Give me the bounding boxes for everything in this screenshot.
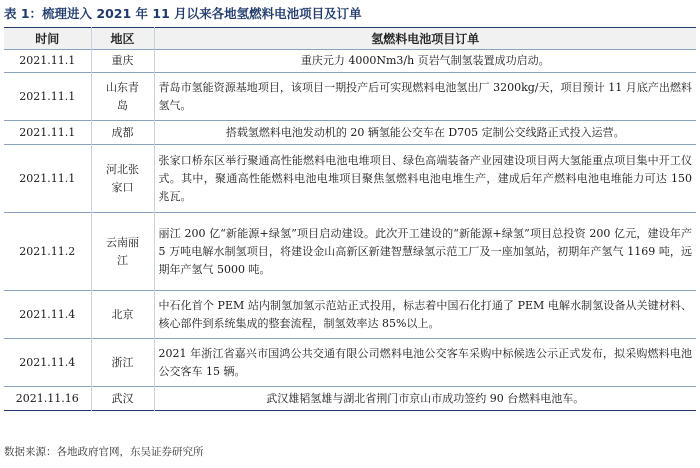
cell-item: 青岛市氢能资源基地项目，该项目一期投产后可实现燃料电池氢出厂 3200kg/天，项目预计 11 月底产出燃料氢气。 [154, 73, 696, 121]
cell-date: 2021.11.1 [19, 125, 76, 139]
table-caption: 表 1：梳理进入 2021 年 11 月以来各地氢燃料电池项目及订单 [4, 6, 362, 21]
projects-table [4, 27, 696, 411]
cell-region: 武汉 [91, 387, 154, 411]
cell-region: 浙江 [91, 339, 154, 387]
table-row [4, 145, 696, 213]
table-row [4, 50, 696, 73]
cell-region: 云南丽江 [91, 213, 154, 291]
cell-date: 2021.11.4 [19, 355, 76, 369]
cell-item: 搭载氢燃料电池发动机的 20 辆氢能公交车在 D705 定制公交线路正式投入运营。 [154, 121, 696, 145]
cell-date: 2021.11.2 [19, 244, 76, 258]
header-date: 时间 [4, 28, 91, 50]
cell-region: 成都 [91, 121, 154, 145]
table-header-row [4, 28, 696, 50]
table-row [4, 121, 696, 145]
cell-date: 2021.11.1 [19, 89, 76, 103]
table-row [4, 291, 696, 339]
cell-item: 武汉雄韬氢雄与湖北省荆门市京山市成功签约 90 台燃料电池车。 [154, 387, 696, 411]
header-item: 氢燃料电池项目订单 [154, 28, 696, 50]
cell-date: 2021.11.16 [15, 391, 79, 405]
table-row [4, 213, 696, 291]
cell-date: 2021.11.1 [19, 54, 76, 67]
cell-date: 2021.11.4 [19, 307, 76, 321]
cell-item: 张家口桥东区举行聚通高性能燃料电池电堆项目、绿色高端装备产业园建设项目两大氢能重点项目集中开工仪式。其中，聚通高性能燃料电池电堆项目聚焦氢燃料电池电堆生产，建成后年产燃料电池电堆能力可达 150 兆瓦。 [154, 145, 696, 213]
header-region: 地区 [91, 28, 154, 50]
cell-region: 河北张家口 [91, 145, 154, 213]
cell-region: 山东青岛 [91, 73, 154, 121]
table-row [4, 73, 696, 121]
cell-item: 2021 年浙江省嘉兴市国鸿公共交通有限公司燃料电池公交客车采购中标候选公示正式发布，拟采购燃料电池公交客车 15 辆。 [154, 339, 696, 387]
table-row [4, 339, 696, 387]
projects-table-wrapper [4, 27, 696, 411]
cell-item: 丽江 200 亿“新能源+绿氢”项目启动建设。此次开工建设的“新能源+绿氢”项目总投资 200 亿元，建设年产 5 万吨电解水制氢项目，将建设金山高新区新建智慧绿氢示范工厂及一座加氢站，初期年产氢气 1169 吨，远期年产氢气 5000 吨。 [154, 213, 696, 291]
cell-item: 中石化首个 PEM 站内制氢加氢示范站正式投用，标志着中国石化打通了 PEM 电解水制氢设备从关键材料、核心部件到系统集成的整套流程，制氢效率达 85%以上。 [154, 291, 696, 339]
cell-region: 北京 [91, 291, 154, 339]
cell-item: 重庆元力 4000Nm3/h 页岩气制氢装置成功启动。 [154, 50, 696, 73]
table-row [4, 387, 696, 411]
cell-region: 重庆 [91, 50, 154, 73]
data-source-note: 数据来源：各地政府官网，东吴证券研究所 [4, 446, 204, 458]
cell-date: 2021.11.1 [19, 171, 76, 185]
